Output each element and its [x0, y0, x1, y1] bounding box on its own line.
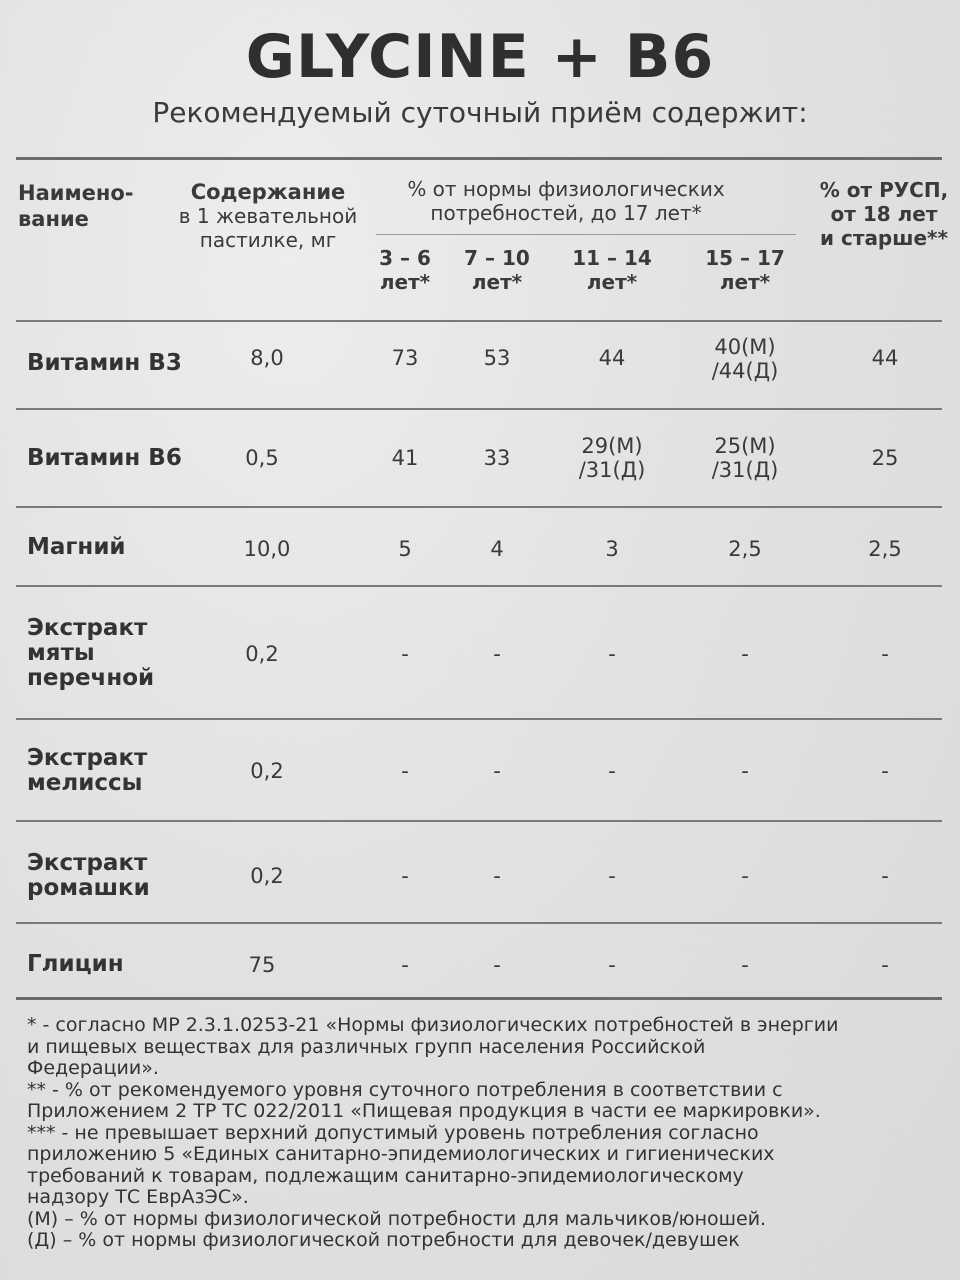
row-age2: -	[493, 953, 501, 977]
row-age3: -	[608, 642, 616, 666]
row-amount: 0,5	[245, 446, 279, 470]
row-age3: 44	[598, 346, 626, 370]
header-age-15-17: 15 – 17 лет*	[705, 246, 785, 294]
header-content-bold: Содержание	[190, 180, 346, 204]
row-age2: -	[493, 642, 501, 666]
header-rusp: % от РУСП, от 18 лет и старше**	[819, 178, 949, 250]
page-subtitle: Рекомендуемый суточный приём содержит:	[152, 96, 808, 129]
row-amount: 0,2	[245, 642, 279, 666]
row-amount: 8,0	[250, 346, 284, 370]
header-content-rest: в 1 жевательной пастилке, мг	[178, 204, 358, 252]
row-age4: -	[741, 953, 749, 977]
row-age3: -	[608, 759, 616, 783]
row-age4: 25(М) /31(Д)	[711, 434, 779, 482]
header-bottom-rule	[16, 320, 942, 322]
row-amount: 0,2	[250, 759, 284, 783]
row-rusp: -	[881, 759, 889, 783]
row-age2: -	[493, 759, 501, 783]
row-age3: 29(М) /31(Д)	[578, 434, 646, 482]
header-sub-rule	[376, 234, 796, 235]
row-age4: 40(М) /44(Д)	[711, 335, 779, 383]
row-amount: 75	[248, 953, 276, 977]
row-age1: -	[401, 642, 409, 666]
row-rusp: 2,5	[868, 537, 902, 561]
row-amount: 0,2	[250, 864, 284, 888]
row-age4: -	[741, 642, 749, 666]
row-age4: -	[741, 864, 749, 888]
row-age1: 73	[391, 346, 419, 370]
table-bottom-rule	[16, 997, 942, 1000]
row-divider	[16, 718, 942, 720]
row-age3: -	[608, 953, 616, 977]
row-age2: 53	[483, 346, 511, 370]
row-age1: -	[401, 953, 409, 977]
header-age-11-14: 11 – 14 лет*	[572, 246, 652, 294]
row-age2: -	[493, 864, 501, 888]
row-age1: 41	[391, 446, 419, 470]
row-name: Глицин	[27, 951, 124, 977]
row-age1: 5	[398, 537, 412, 561]
footnote: (М) – % от нормы физиологической потребности для мальчиков/юношей.	[27, 1207, 767, 1230]
row-name: Экстракт мяты перечной	[27, 615, 155, 691]
row-age1: -	[401, 864, 409, 888]
row-amount: 10,0	[243, 537, 291, 561]
page-title: GLYCINE + B6	[245, 22, 715, 92]
row-name: Витамин В3	[27, 350, 182, 376]
row-rusp: -	[881, 642, 889, 666]
footnote: *** - не превышает верхний допустимый уровень потребления согласно приложению 5 «Единых санитарно-эпидемиологических и гигиенических требований к товарам, подлежащим санитарно-эпидемиологическому надзору ТС ЕврАзЭС».	[27, 1121, 775, 1208]
row-name: Магний	[27, 534, 126, 560]
row-rusp: -	[881, 953, 889, 977]
header-age-7-10: 7 – 10 лет*	[464, 246, 530, 294]
header-name: Наимено- вание	[18, 181, 134, 231]
row-divider	[16, 922, 942, 924]
footnote: (Д) – % от нормы физиологической потребности для девочек/девушек	[27, 1229, 740, 1251]
row-age3: -	[608, 864, 616, 888]
row-divider	[16, 506, 942, 508]
footnote: * - согласно МР 2.3.1.0253-21 «Нормы физиологических потребностей в энергии и пищевых веществах для различных групп населения Российской Федерации».	[27, 1014, 839, 1079]
table-top-rule	[16, 157, 942, 160]
row-rusp: 25	[871, 446, 899, 470]
row-name: Экстракт ромашки	[27, 850, 150, 901]
row-age4: -	[741, 759, 749, 783]
row-age2: 4	[490, 537, 504, 561]
row-name: Витамин В6	[27, 445, 182, 471]
row-rusp: -	[881, 864, 889, 888]
footnotes	[27, 1015, 937, 1252]
row-age3: 3	[605, 537, 619, 561]
row-age4: 2,5	[728, 537, 762, 561]
header-content	[172, 180, 364, 252]
row-divider	[16, 585, 942, 587]
row-divider	[16, 820, 942, 822]
footnote: ** - % от рекомендуемого уровня суточного потребления в соответствии с Приложением 2 ТР ТС 022/2011 «Пищевая продукция в части ее маркировки».	[27, 1078, 821, 1122]
row-age2: 33	[483, 446, 511, 470]
row-name: Экстракт мелиссы	[27, 745, 148, 796]
row-age1: -	[401, 759, 409, 783]
header-norm-group: % от нормы физиологических потребностей, до 17 лет*	[407, 177, 725, 225]
header-age-3-6: 3 – 6 лет*	[379, 246, 431, 294]
row-divider	[16, 408, 942, 410]
row-rusp: 44	[871, 346, 899, 370]
